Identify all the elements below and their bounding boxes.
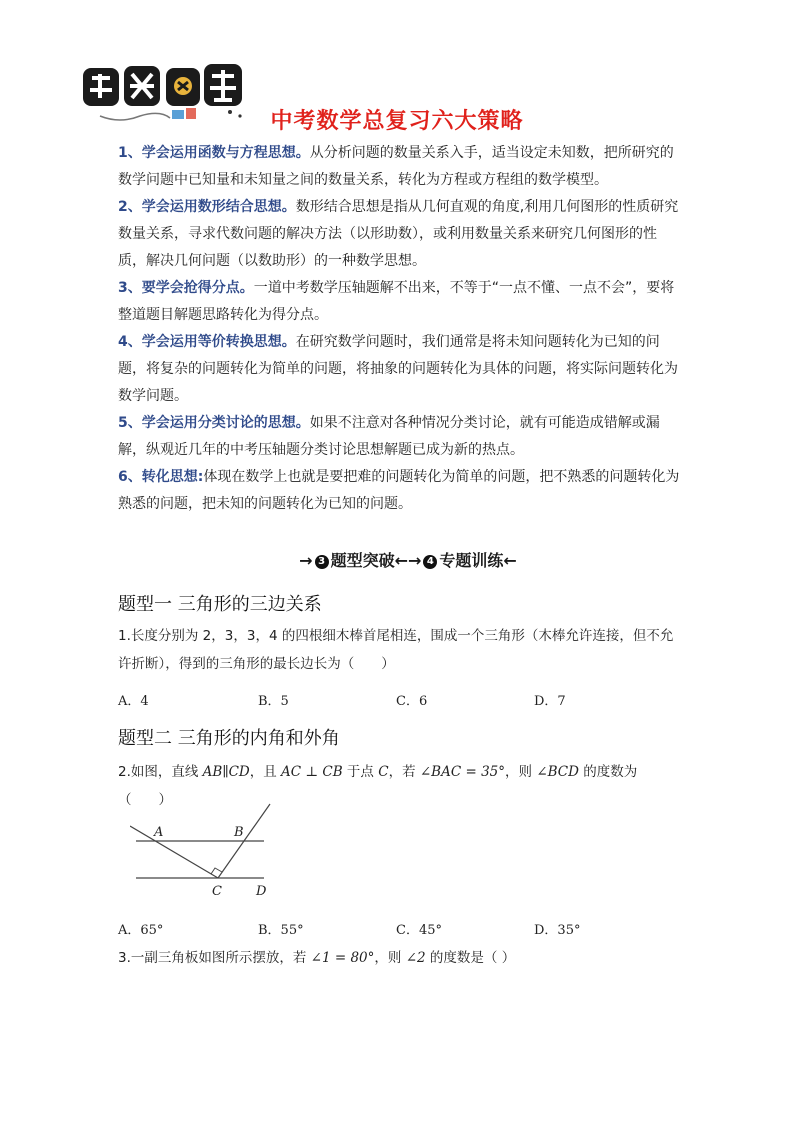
q3-text-part: 的度数是（ ） bbox=[425, 950, 516, 966]
document-title: 中考数学总复习六大策略 bbox=[270, 109, 524, 134]
right-angle-mark bbox=[211, 868, 222, 874]
part-label-breakthrough: 题型突破 bbox=[330, 551, 395, 570]
strategy-lead: 4、学会运用等价转换思想。 bbox=[118, 334, 296, 350]
q3-text-part: 3.一副三角板如图所示摆放，若 bbox=[118, 950, 311, 966]
question-2-figure bbox=[130, 800, 280, 900]
option-a: A．65° bbox=[118, 923, 164, 938]
strategy-text: 在研究数学问题时，我们通常是将未知问题转化为已知的问题，将复杂的问题转化为简单的问题，将抽象的问题转化为具体的问题，将实际问题转化为数学问题。 bbox=[118, 334, 678, 404]
strategy-text: 体现在数学上也就是要把难的问题转化为简单的问题，把不熟悉的问题转化为熟悉的问题，把未知的问题转化为已知的问题。 bbox=[118, 469, 680, 512]
q2-text-part: 的度数为（ ） bbox=[118, 764, 638, 808]
label-b: B bbox=[234, 825, 244, 840]
strategy-list bbox=[118, 140, 684, 518]
strategy-lead: 2、学会运用数形结合思想。 bbox=[118, 199, 296, 215]
q2-text-part: ，若 bbox=[388, 764, 420, 780]
question-3-text bbox=[118, 944, 684, 972]
double-arrow-icon: ←→ bbox=[394, 551, 422, 570]
strategy-lead: 6、转化思想: bbox=[118, 469, 204, 485]
q2-math: ∠BAC = 35° bbox=[419, 764, 506, 780]
q3-math: ∠1 = 80° bbox=[310, 950, 375, 966]
part-divider-heading bbox=[258, 548, 558, 571]
part-label-training: 专题训练 bbox=[439, 551, 504, 570]
q2-text-part: 2.如图，直线 bbox=[118, 764, 203, 780]
segment-ac bbox=[130, 826, 218, 878]
arrow-right-icon: → bbox=[299, 551, 313, 570]
strategy-item bbox=[118, 140, 684, 194]
question-1-text: 1.长度分别为 2，3，3，4 的四根细木棒首尾相连，围成一个三角形（木棒允许连接，但不允许折断），得到的三角形的最长边长为（ ） bbox=[118, 628, 674, 672]
label-a: A bbox=[154, 825, 164, 840]
arrow-left-icon: ← bbox=[503, 551, 517, 570]
q2-text-part: ，且 bbox=[249, 764, 282, 780]
q2-text-part: 于点 bbox=[342, 764, 379, 780]
strategy-text: 数形结合思想是指从几何直观的角度,利用几何图形的性质研究数量关系，寻求代数问题的解决方法（以形助数），或利用数量关系来研究几何图形的性质，解决几何问题（以数助形）的一种数学思想。 bbox=[118, 199, 679, 269]
strategy-text: 一道中考数学压轴题解不出来，不等于“一点不懂、一点不会”，要将整道题目解题思路转化为得分点。 bbox=[118, 280, 675, 323]
q2-math: C bbox=[378, 764, 389, 780]
option-b: B．55° bbox=[258, 923, 304, 938]
strategy-lead: 3、要学会抢得分点。 bbox=[118, 280, 254, 296]
strategy-lead: 5、学会运用分类讨论的思想。 bbox=[118, 415, 310, 431]
option-b: B．5 bbox=[258, 694, 289, 709]
option-c: C．6 bbox=[396, 694, 428, 709]
label-d: D bbox=[256, 884, 267, 899]
label-c: C bbox=[212, 884, 222, 899]
strategy-text: 如果不注意对各种情况分类讨论，就有可能造成错解或漏解，纵观近几年的中考压轴题分类讨论思想解题已成为新的热点。 bbox=[118, 415, 660, 458]
q2-text-part: ，则 bbox=[505, 764, 537, 780]
q2-math: ∠BCD bbox=[536, 764, 579, 780]
parallel-lines-diagram bbox=[130, 800, 280, 900]
q3-text-part: ，则 bbox=[374, 950, 406, 966]
strategy-item bbox=[118, 194, 684, 275]
section-heading-2: 题型二 三角形的内角和外角 bbox=[118, 728, 340, 749]
q3-math: ∠2 bbox=[405, 950, 426, 966]
option-d: D．7 bbox=[534, 694, 566, 709]
circled-number-3: 3 bbox=[315, 555, 329, 569]
strategy-text: 从分析问题的数量关系入手，适当设定未知数，把所研究的数学问题中已知量和未知量之间的数量关系，转化为方程或方程组的数学模型。 bbox=[118, 145, 674, 188]
q2-math: AB∥CD bbox=[202, 764, 250, 780]
section-heading-1: 题型一 三角形的三边关系 bbox=[118, 594, 322, 615]
option-a: A．4 bbox=[118, 694, 149, 709]
strategy-lead: 1、学会运用函数与方程思想。 bbox=[118, 145, 310, 161]
option-c: C．45° bbox=[396, 923, 442, 938]
strategy-item bbox=[118, 275, 684, 329]
strategy-item bbox=[118, 410, 684, 464]
strategy-item bbox=[118, 464, 684, 518]
strategy-item bbox=[118, 329, 684, 410]
option-d: D．35° bbox=[534, 923, 581, 938]
q2-math: AC ⊥ CB bbox=[281, 764, 343, 780]
circled-number-4: 4 bbox=[423, 555, 437, 569]
